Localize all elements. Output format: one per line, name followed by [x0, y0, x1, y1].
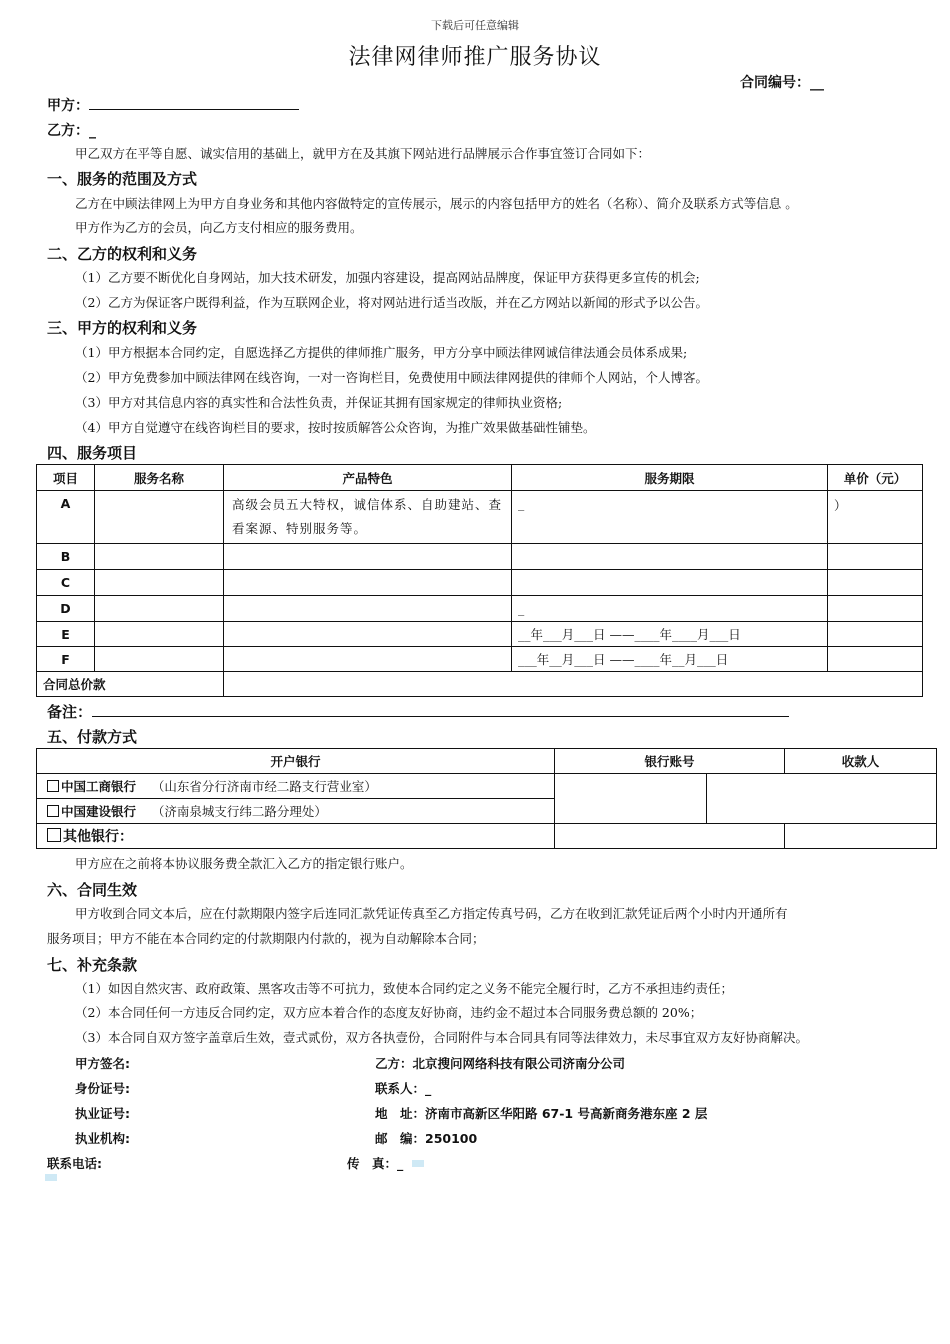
- row-feature: [224, 647, 512, 672]
- table-row: [37, 570, 923, 596]
- section1-line2: 甲方作为乙方的会员，向乙方支付相应的服务费用。: [75, 220, 363, 235]
- bank-option[interactable]: [37, 774, 555, 799]
- section2-item: （1）乙方要不断优化自身网站，加大技术研发，加强内容建设，提高网站品牌度，保证甲方获得更多宣传的机会;: [75, 270, 700, 285]
- row-period[interactable]: [512, 570, 828, 596]
- bank-name: 中国工商银行: [61, 779, 137, 794]
- row-id: C: [37, 570, 95, 596]
- col-header: 项目: [37, 465, 95, 491]
- table-row: [37, 491, 923, 544]
- checkbox-icon[interactable]: [47, 828, 61, 842]
- bank-option[interactable]: [37, 799, 555, 824]
- row-feature: [224, 596, 512, 622]
- row-id: E: [37, 622, 95, 647]
- col-header: 开户银行: [37, 749, 555, 774]
- row-id: B: [37, 544, 95, 570]
- account-cell[interactable]: [555, 774, 707, 824]
- payment-table-header: [37, 749, 937, 774]
- row-name[interactable]: [95, 622, 224, 647]
- bank-branch: （济南泉城支行纬二路分理处）: [151, 804, 327, 819]
- row-period[interactable]: _: [512, 596, 828, 622]
- row-feature: [224, 622, 512, 647]
- col-header: 银行账号: [555, 749, 785, 774]
- party-a-label: 甲方：: [47, 98, 89, 114]
- bank-row: [37, 774, 937, 799]
- section3-item: （3）甲方对其信息内容的真实性和合法性负责，并保证其拥有国家规定的律师执业资格;: [75, 395, 563, 410]
- row-price[interactable]: [828, 544, 923, 570]
- party-b-contact: 联系人：_: [375, 1081, 432, 1096]
- section7-heading: 七、补充条款: [47, 956, 138, 974]
- party-b-fax: 传 真：_: [347, 1156, 404, 1171]
- payment-table: [36, 748, 937, 849]
- table-row: [37, 647, 923, 672]
- bank-branch: （山东省分行济南市经二路支行营业室）: [151, 779, 377, 794]
- section2-heading: 二、乙方的权利和义务: [47, 245, 198, 263]
- row-id: D: [37, 596, 95, 622]
- top-note: 下载后可任意编辑: [431, 19, 519, 32]
- section3-item: （4）甲方自觉遵守在线咨询栏目的要求，按时按质解答公众咨询，为推广效果做基础性铺垫。: [75, 420, 596, 435]
- party-a-organization[interactable]: 执业机构:: [75, 1131, 130, 1146]
- payee-cell[interactable]: [707, 774, 937, 824]
- party-a-license-number[interactable]: 执业证号:: [75, 1106, 130, 1121]
- bank-name: 中国建设银行: [61, 804, 137, 819]
- col-header: 服务名称: [95, 465, 224, 491]
- checkbox-icon[interactable]: [47, 805, 59, 817]
- row-price[interactable]: [828, 622, 923, 647]
- col-header: 单价（元）: [828, 465, 923, 491]
- payment-note: 甲方应在之前将本协议服务费全款汇入乙方的指定银行账户。: [75, 856, 413, 871]
- row-price[interactable]: [828, 647, 923, 672]
- row-id: A: [37, 491, 95, 544]
- section3-item: （2）甲方免费参加中顾法律网在线咨询，一对一咨询栏目，免费使用中顾法律网提供的律师个人网站，个人博客。: [75, 370, 708, 385]
- row-price[interactable]: [828, 596, 923, 622]
- row-feature: [224, 544, 512, 570]
- row-feature: [224, 570, 512, 596]
- party-b-label: 乙方：_: [47, 123, 96, 139]
- highlight-mark: [412, 1160, 424, 1167]
- bank-option[interactable]: [37, 824, 555, 849]
- service-table: [36, 464, 923, 697]
- party-a-blank[interactable]: [89, 95, 299, 110]
- row-period[interactable]: ___年__月___日 ——____年__月___日: [512, 647, 828, 672]
- total-label: 合同总价款: [37, 672, 224, 697]
- row-period[interactable]: __年___月___日 ——____年____月___日: [512, 622, 828, 647]
- row-name[interactable]: [95, 544, 224, 570]
- row-id: F: [37, 647, 95, 672]
- row-name[interactable]: [95, 570, 224, 596]
- total-value[interactable]: [224, 672, 923, 697]
- row-period[interactable]: [512, 544, 828, 570]
- section1-line1: 乙方在中顾法律网上为甲方自身业务和其他内容做特定的宣传展示，展示的内容包括甲方的姓名（名称）、简介及联系方式等信息 。: [75, 196, 798, 211]
- contract-number: 合同编号：__: [740, 75, 824, 91]
- row-name[interactable]: [95, 596, 224, 622]
- party-a-phone[interactable]: 联系电话:: [47, 1156, 102, 1171]
- bank-row: [37, 824, 937, 849]
- section2-item: （2）乙方为保证客户既得利益，作为互联网企业，将对网站进行适当改版，并在乙方网站以新闻的形式予以公告。: [75, 295, 708, 310]
- col-header: 收款人: [785, 749, 937, 774]
- party-a-signature[interactable]: 甲方签名:: [75, 1056, 130, 1071]
- remark-row: [47, 701, 789, 722]
- section3-item: （1）甲方根据本合同约定，自愿选择乙方提供的律师推广服务，甲方分享中顾法律网诚信律法通会员体系成果;: [75, 345, 688, 360]
- section6-line1: 甲方收到合同文本后，应在付款期限内签字后连同汇款凭证传真至乙方指定传真号码，乙方在收到汇款凭证后两个小时内开通所有: [75, 906, 788, 921]
- checkbox-icon[interactable]: [47, 780, 59, 792]
- row-name[interactable]: [95, 647, 224, 672]
- payee-cell[interactable]: [785, 824, 937, 849]
- section6-line2: 服务项目；甲方不能在本合同约定的付款期限内付款的，视为自动解除本合同；: [47, 931, 485, 946]
- col-header: 服务期限: [512, 465, 828, 491]
- table-row: [37, 544, 923, 570]
- page-title: 法律网律师推广服务协议: [348, 45, 602, 70]
- section4-heading: 四、服务项目: [47, 444, 138, 462]
- party-a-id-number[interactable]: 身份证号:: [75, 1081, 130, 1096]
- table-row: [37, 622, 923, 647]
- section7-item: （1）如因自然灾害、政府政策、黑客攻击等不可抗力，致使本合同约定之义务不能完全履行时，乙方不承担违约责任；: [75, 981, 733, 996]
- remark-label: 备注：: [47, 703, 93, 721]
- section6-heading: 六、合同生效: [47, 881, 138, 899]
- row-period[interactable]: _: [512, 491, 828, 544]
- account-cell[interactable]: [555, 824, 785, 849]
- service-table-header: [37, 465, 923, 491]
- row-name[interactable]: [95, 491, 224, 544]
- row-price[interactable]: [828, 570, 923, 596]
- total-row: [37, 672, 923, 697]
- row-price[interactable]: ）: [828, 491, 923, 544]
- section1-heading: 一、服务的范围及方式: [47, 170, 198, 188]
- row-feature: 高级会员五大特权，诚信体系、自助建站、查看案源、特别服务等。: [224, 491, 512, 544]
- party-b-postcode: 邮 编：250100: [375, 1131, 478, 1146]
- section7-item: （3）本合同自双方签字盖章后生效，壹式贰份，双方各执壹份，合同附件与本合同具有同等法律效力，未尽事宜双方友好协商解决。: [75, 1030, 808, 1045]
- section7-item: （2）本合同任何一方违反合同约定，双方应本着合作的态度友好协商，违约金不超过本合同服务费总额的 20%；: [75, 1005, 703, 1020]
- party-a-row: [47, 95, 299, 115]
- section3-heading: 三、甲方的权利和义务: [47, 319, 198, 337]
- party-b-address: 地 址：济南市高新区华阳路 67-1 号高新商务港东座 2 层: [375, 1106, 708, 1121]
- table-row: [37, 596, 923, 622]
- party-b-company: 乙方：北京搜问网络科技有限公司济南分公司: [375, 1056, 626, 1071]
- section5-heading: 五、付款方式: [47, 728, 138, 746]
- bank-name: 其他银行：: [63, 829, 133, 845]
- highlight-mark: [45, 1174, 57, 1181]
- col-header: 产品特色: [224, 465, 512, 491]
- intro-text: 甲乙双方在平等自愿、诚实信用的基础上，就甲方在及其旗下网站进行品牌展示合作事宜签订合同如下：: [75, 146, 651, 161]
- remark-blank[interactable]: [92, 702, 789, 717]
